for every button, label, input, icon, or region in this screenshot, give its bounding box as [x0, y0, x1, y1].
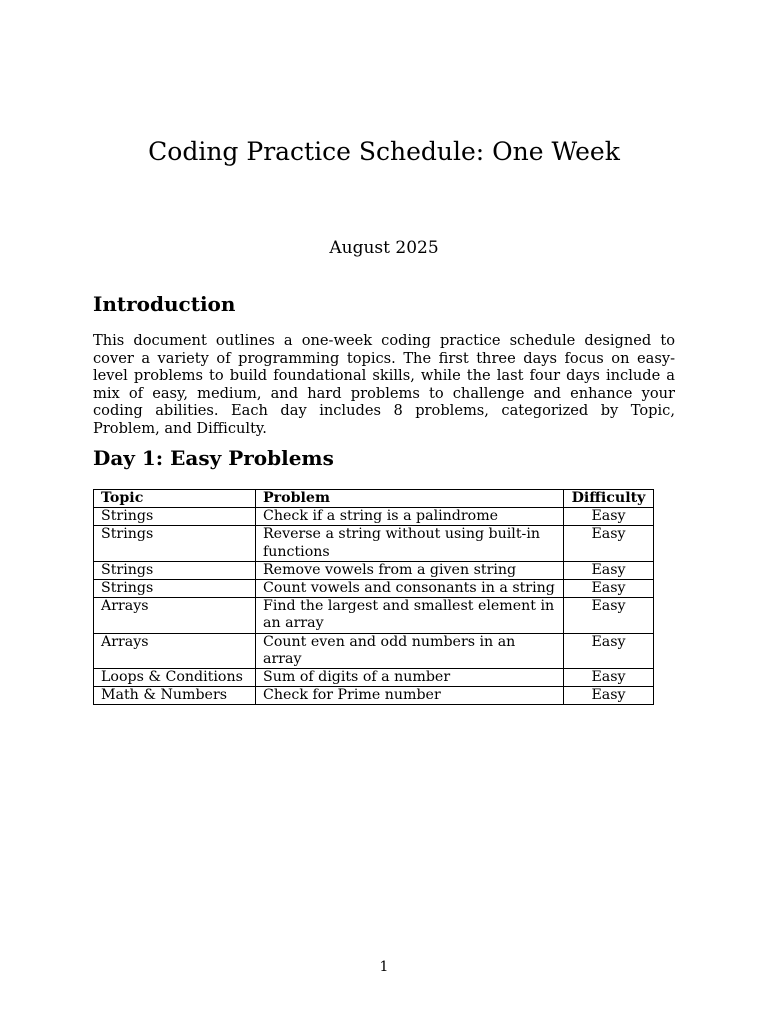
introduction-heading: Introduction [93, 292, 236, 316]
document-title: Coding Practice Schedule: One Week [148, 137, 620, 166]
table-row [94, 687, 654, 705]
topic-cell: Strings [94, 526, 256, 561]
table-header-row [94, 490, 654, 508]
table-row [94, 561, 654, 579]
difficulty-cell: Easy [564, 687, 654, 705]
table-row [94, 526, 654, 561]
table-row [94, 508, 654, 526]
problem-cell: Sum of digits of a number [256, 669, 564, 687]
problem-cell: Reverse a string without using built-in functions [256, 526, 564, 561]
problem-cell: Check for Prime number [256, 687, 564, 705]
day1-heading: Day 1: Easy Problems [93, 446, 334, 470]
table-row [94, 633, 654, 668]
difficulty-cell: Easy [564, 561, 654, 579]
topic-cell: Arrays [94, 598, 256, 633]
table-row [94, 598, 654, 633]
difficulty-cell: Easy [564, 508, 654, 526]
topic-cell: Arrays [94, 633, 256, 668]
column-header-difficulty: Difficulty [564, 490, 654, 508]
topic-cell: Strings [94, 508, 256, 526]
topic-cell: Loops & Conditions [94, 669, 256, 687]
problem-cell: Check if a string is a palindrome [256, 508, 564, 526]
difficulty-cell: Easy [564, 526, 654, 561]
page-number: 1 [379, 959, 389, 975]
difficulty-cell: Easy [564, 669, 654, 687]
table-row [94, 580, 654, 598]
topic-cell: Strings [94, 561, 256, 579]
document-date: August 2025 [329, 238, 439, 258]
problem-cell: Remove vowels from a given string [256, 561, 564, 579]
problem-cell: Count even and odd numbers in an array [256, 633, 564, 668]
difficulty-cell: Easy [564, 598, 654, 633]
introduction-paragraph: This document outlines a one-week coding practice schedule designed to cover a variety of programming topics. The first three days focus on easy-level problems to build foundational skills, while the last four days include a mix of easy, medium, and hard problems to challenge and enhance your coding abilities. Each day includes 8 problems, categorized by Topic, Problem, and Difficulty. [93, 332, 675, 437]
topic-cell: Math & Numbers [94, 687, 256, 705]
difficulty-cell: Easy [564, 633, 654, 668]
day1-problems-table [93, 489, 654, 705]
table-row [94, 669, 654, 687]
topic-cell: Strings [94, 580, 256, 598]
problem-cell: Find the largest and smallest element in an array [256, 598, 564, 633]
problem-cell: Count vowels and consonants in a string [256, 580, 564, 598]
difficulty-cell: Easy [564, 580, 654, 598]
column-header-problem: Problem [256, 490, 564, 508]
column-header-topic: Topic [94, 490, 256, 508]
